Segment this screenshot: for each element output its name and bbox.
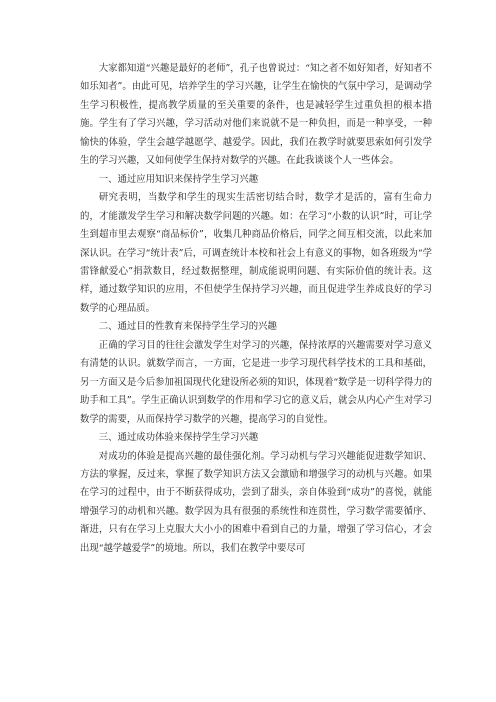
section-3-paragraph: 对成功的体验是提高兴趣的最佳强化剂。学习动机与学习兴趣能促进数学知识、方法的掌握，反过来，掌握了数学知识方法又会激励和增强学习的动机与兴趣。如果在学习的过程中，由于不断获得成功，尝到了甜头，亲自体验到“成功”的喜悦，就能增强学习的动机和兴趣。数学因为具有很强的系统性和连贯性，学习数学需要循序、渐进，只有在学习上克服大大小小的困难中看到自己的力量，增强了学习信心，才会出现“越学越爱学”的境地。所以，我们在教学中要尽可 [80, 450, 432, 554]
section-1-paragraph: 研究表明，当数学和学生的现实生活密切结合时，数学才是活的，富有生命力的，才能激发学生学习和解决数学问题的兴趣。如：在学习“小数的认识”时，可让学生到超市里去观察“商品标价”，收集几种商品价格后，同学之间互相交流，以此来加深认识。在学习“统计表”后，可调查统计本校和社会上有意义的事物，如各班级为“学雷锋献爱心”捐款数目，经过数据整理，制成能说明问题、有实际价值的统计表。这样，通过数学知识的应用，不但使学生保持学习兴趣，而且促进学生养成良好的学习数学的心理品质。 [80, 192, 432, 314]
intro-paragraph: 大家都知道“兴趣是最好的老师”，孔子也曾说过：“知之者不如好知者，好知者不如乐知者”。由此可见，培养学生的学习兴趣，让学生在愉快的气氛中学习，是调动学生学习积极性，提高教学质量的至关重要的条件，也是减轻学生过重负担的根本措施。学生有了学习兴趣，学习活动对他们来说就不是一种负担，而是一种享受，一种愉快的体验，学生会越学越愿学、越爱学。因此，我们在教学时就要思索如何引发学生的学习兴趣，又如何使学生保持对数学的兴趣。在此我谈谈个人一些体会。 [80, 63, 432, 167]
section-2-paragraph: 正确的学习目的往往会激发学生对学习的兴趣，保持浓厚的兴趣需要对学习意义有清楚的认识。就数学而言，一方面，它是进一步学习现代科学技术的工具和基础，另一方面又是今后参加祖国现代化建设所必须的知识，体现着“数学是一切科学得力的助手和工具”。学生正确认识到数学的作用和学习它的意义后，就会从内心产生对学习数学的需要，从而保持学习数学的兴趣，提高学习的自觉性。 [80, 339, 432, 425]
section-3-heading: 三、通过成功体验来保持学生学习兴趣 [98, 432, 259, 444]
section-2-heading: 二、通过目的性教育来保持学生学习的兴趣 [98, 321, 277, 333]
document-page [80, 60, 432, 558]
section-1-heading: 一、通过应用知识来保持学生学习兴趣 [98, 173, 259, 185]
